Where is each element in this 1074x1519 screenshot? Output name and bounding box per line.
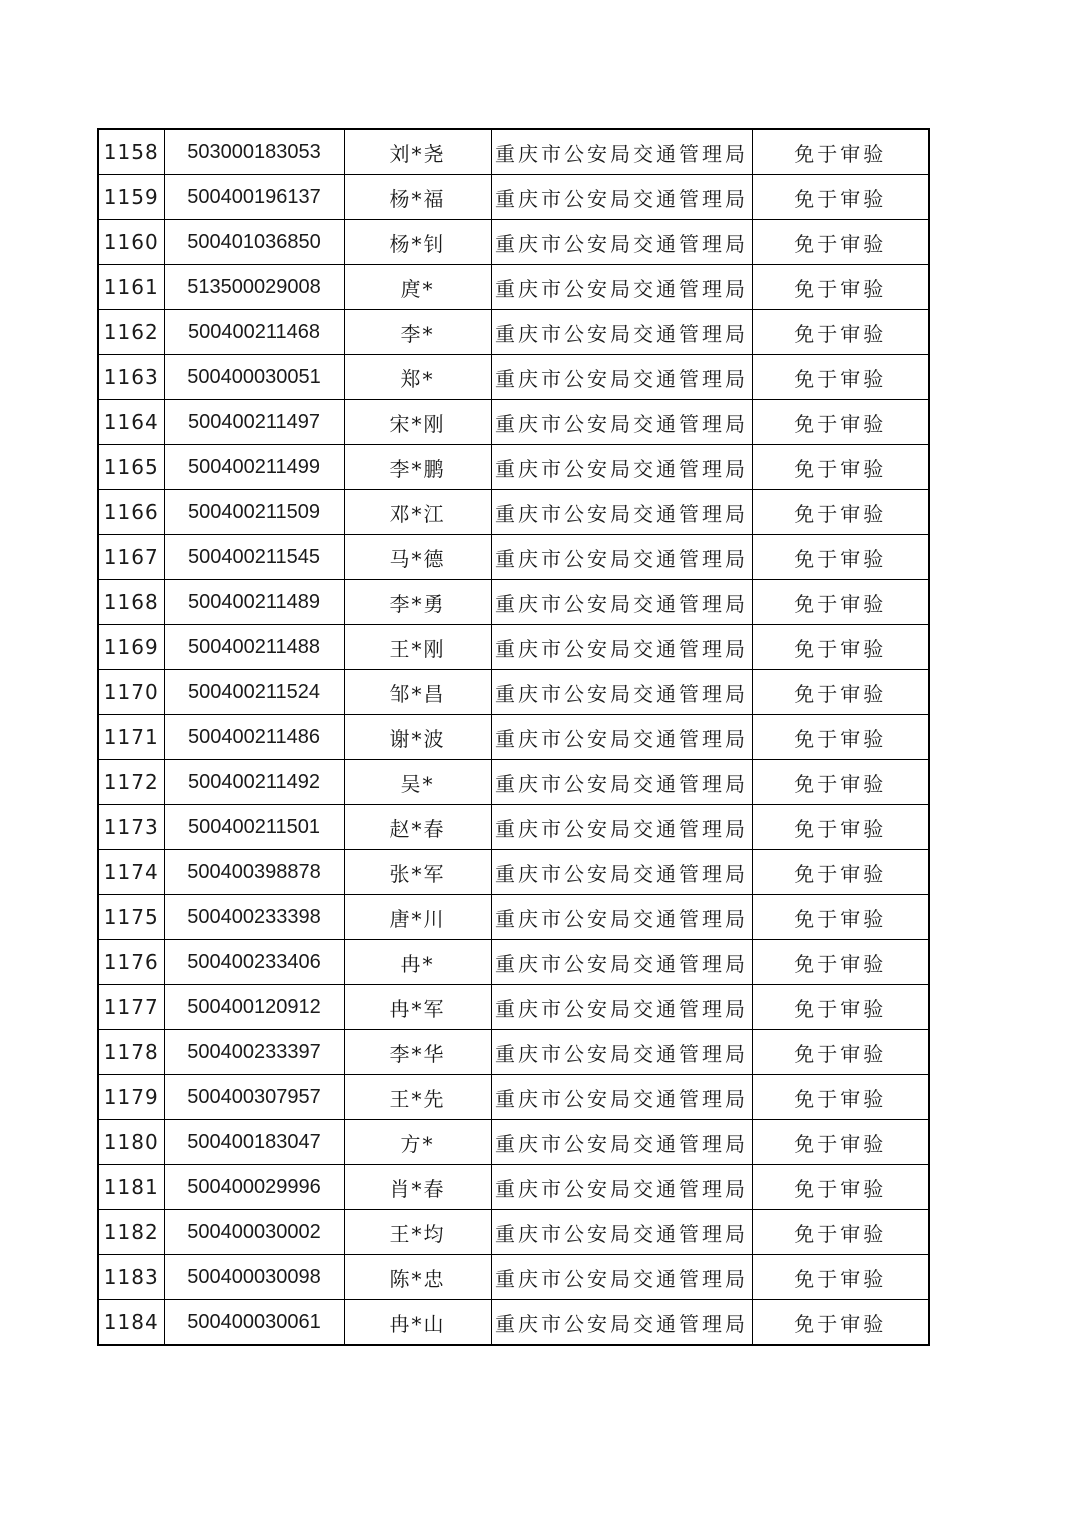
cell-person-name: 张*军	[344, 850, 491, 895]
cell-sequence-number: 1171	[98, 715, 164, 760]
table-row	[98, 625, 929, 670]
cell-sequence-number: 1181	[98, 1165, 164, 1210]
table-row	[98, 490, 929, 535]
cell-certificate-number: 500400029996	[164, 1165, 344, 1210]
table-row	[98, 445, 929, 490]
table-row	[98, 400, 929, 445]
table-row	[98, 1030, 929, 1075]
cell-review-result: 免于审验	[752, 760, 929, 805]
cell-person-name: 陈*忠	[344, 1255, 491, 1300]
cell-issuing-authority: 重庆市公安局交通管理局	[491, 1210, 752, 1255]
cell-person-name: 赵*春	[344, 805, 491, 850]
cell-certificate-number: 500400211524	[164, 670, 344, 715]
cell-person-name: 庹*	[344, 265, 491, 310]
cell-review-result: 免于审验	[752, 175, 929, 220]
cell-review-result: 免于审验	[752, 850, 929, 895]
cell-review-result: 免于审验	[752, 535, 929, 580]
cell-person-name: 王*先	[344, 1075, 491, 1120]
cell-person-name: 冉*	[344, 940, 491, 985]
cell-issuing-authority: 重庆市公安局交通管理局	[491, 1300, 752, 1346]
cell-sequence-number: 1176	[98, 940, 164, 985]
table-row	[98, 715, 929, 760]
cell-person-name: 宋*刚	[344, 400, 491, 445]
cell-review-result: 免于审验	[752, 220, 929, 265]
cell-person-name: 李*华	[344, 1030, 491, 1075]
cell-person-name: 李*勇	[344, 580, 491, 625]
cell-sequence-number: 1178	[98, 1030, 164, 1075]
cell-sequence-number: 1175	[98, 895, 164, 940]
cell-certificate-number: 503000183053	[164, 129, 344, 175]
cell-person-name: 刘*尧	[344, 129, 491, 175]
table-row	[98, 265, 929, 310]
roster-table	[97, 128, 930, 1346]
cell-person-name: 方*	[344, 1120, 491, 1165]
cell-person-name: 邓*江	[344, 490, 491, 535]
cell-review-result: 免于审验	[752, 670, 929, 715]
table-row	[98, 670, 929, 715]
cell-certificate-number: 500400211501	[164, 805, 344, 850]
cell-certificate-number: 500400211492	[164, 760, 344, 805]
cell-person-name: 李*鹏	[344, 445, 491, 490]
table-row	[98, 940, 929, 985]
cell-review-result: 免于审验	[752, 1300, 929, 1346]
cell-review-result: 免于审验	[752, 1120, 929, 1165]
cell-issuing-authority: 重庆市公安局交通管理局	[491, 895, 752, 940]
cell-sequence-number: 1165	[98, 445, 164, 490]
cell-review-result: 免于审验	[752, 1030, 929, 1075]
cell-sequence-number: 1167	[98, 535, 164, 580]
cell-person-name: 王*均	[344, 1210, 491, 1255]
cell-review-result: 免于审验	[752, 1255, 929, 1300]
table-row	[98, 760, 929, 805]
cell-certificate-number: 500400211509	[164, 490, 344, 535]
cell-sequence-number: 1162	[98, 310, 164, 355]
cell-review-result: 免于审验	[752, 940, 929, 985]
cell-issuing-authority: 重庆市公安局交通管理局	[491, 1030, 752, 1075]
cell-review-result: 免于审验	[752, 580, 929, 625]
cell-sequence-number: 1169	[98, 625, 164, 670]
table-row	[98, 220, 929, 265]
table-row	[98, 355, 929, 400]
cell-certificate-number: 500400211468	[164, 310, 344, 355]
cell-certificate-number: 500400398878	[164, 850, 344, 895]
cell-issuing-authority: 重庆市公安局交通管理局	[491, 175, 752, 220]
cell-sequence-number: 1170	[98, 670, 164, 715]
cell-issuing-authority: 重庆市公安局交通管理局	[491, 490, 752, 535]
cell-certificate-number: 500400030051	[164, 355, 344, 400]
cell-issuing-authority: 重庆市公安局交通管理局	[491, 1165, 752, 1210]
cell-review-result: 免于审验	[752, 490, 929, 535]
cell-certificate-number: 500400211499	[164, 445, 344, 490]
cell-person-name: 邹*昌	[344, 670, 491, 715]
cell-person-name: 马*德	[344, 535, 491, 580]
cell-certificate-number: 500400196137	[164, 175, 344, 220]
cell-certificate-number: 500401036850	[164, 220, 344, 265]
cell-sequence-number: 1184	[98, 1300, 164, 1346]
cell-issuing-authority: 重庆市公安局交通管理局	[491, 940, 752, 985]
cell-review-result: 免于审验	[752, 1165, 929, 1210]
cell-person-name: 冉*军	[344, 985, 491, 1030]
cell-issuing-authority: 重庆市公安局交通管理局	[491, 129, 752, 175]
cell-issuing-authority: 重庆市公安局交通管理局	[491, 220, 752, 265]
table-row	[98, 1120, 929, 1165]
cell-certificate-number: 513500029008	[164, 265, 344, 310]
cell-person-name: 王*刚	[344, 625, 491, 670]
cell-issuing-authority: 重庆市公安局交通管理局	[491, 535, 752, 580]
cell-sequence-number: 1174	[98, 850, 164, 895]
cell-issuing-authority: 重庆市公安局交通管理局	[491, 400, 752, 445]
cell-certificate-number: 500400030002	[164, 1210, 344, 1255]
cell-issuing-authority: 重庆市公安局交通管理局	[491, 1255, 752, 1300]
cell-sequence-number: 1179	[98, 1075, 164, 1120]
cell-certificate-number: 500400211545	[164, 535, 344, 580]
table-row	[98, 1075, 929, 1120]
cell-issuing-authority: 重庆市公安局交通管理局	[491, 625, 752, 670]
cell-review-result: 免于审验	[752, 355, 929, 400]
cell-sequence-number: 1159	[98, 175, 164, 220]
cell-review-result: 免于审验	[752, 445, 929, 490]
cell-sequence-number: 1183	[98, 1255, 164, 1300]
table-row	[98, 805, 929, 850]
cell-person-name: 李*	[344, 310, 491, 355]
cell-certificate-number: 500400030098	[164, 1255, 344, 1300]
cell-person-name: 唐*川	[344, 895, 491, 940]
cell-review-result: 免于审验	[752, 400, 929, 445]
cell-review-result: 免于审验	[752, 1075, 929, 1120]
table-row	[98, 580, 929, 625]
cell-sequence-number: 1161	[98, 265, 164, 310]
cell-issuing-authority: 重庆市公安局交通管理局	[491, 760, 752, 805]
roster-table-body	[98, 129, 929, 1345]
cell-sequence-number: 1173	[98, 805, 164, 850]
cell-issuing-authority: 重庆市公安局交通管理局	[491, 355, 752, 400]
cell-certificate-number: 500400233406	[164, 940, 344, 985]
table-row	[98, 175, 929, 220]
cell-issuing-authority: 重庆市公安局交通管理局	[491, 1075, 752, 1120]
cell-certificate-number: 500400120912	[164, 985, 344, 1030]
cell-sequence-number: 1177	[98, 985, 164, 1030]
cell-issuing-authority: 重庆市公安局交通管理局	[491, 985, 752, 1030]
table-row	[98, 1300, 929, 1346]
cell-sequence-number: 1180	[98, 1120, 164, 1165]
cell-person-name: 杨*钊	[344, 220, 491, 265]
cell-issuing-authority: 重庆市公安局交通管理局	[491, 580, 752, 625]
cell-sequence-number: 1163	[98, 355, 164, 400]
cell-certificate-number: 500400307957	[164, 1075, 344, 1120]
cell-certificate-number: 500400030061	[164, 1300, 344, 1346]
cell-certificate-number: 500400233397	[164, 1030, 344, 1075]
cell-sequence-number: 1164	[98, 400, 164, 445]
table-row	[98, 310, 929, 355]
cell-issuing-authority: 重庆市公安局交通管理局	[491, 715, 752, 760]
cell-certificate-number: 500400211486	[164, 715, 344, 760]
cell-certificate-number: 500400211489	[164, 580, 344, 625]
cell-person-name: 杨*福	[344, 175, 491, 220]
table-row	[98, 895, 929, 940]
cell-sequence-number: 1160	[98, 220, 164, 265]
cell-certificate-number: 500400211497	[164, 400, 344, 445]
table-row	[98, 1165, 929, 1210]
cell-certificate-number: 500400233398	[164, 895, 344, 940]
cell-review-result: 免于审验	[752, 1210, 929, 1255]
cell-issuing-authority: 重庆市公安局交通管理局	[491, 310, 752, 355]
cell-certificate-number: 500400211488	[164, 625, 344, 670]
cell-sequence-number: 1168	[98, 580, 164, 625]
cell-person-name: 郑*	[344, 355, 491, 400]
table-row	[98, 1255, 929, 1300]
cell-person-name: 冉*山	[344, 1300, 491, 1346]
cell-review-result: 免于审验	[752, 985, 929, 1030]
cell-sequence-number: 1158	[98, 129, 164, 175]
cell-sequence-number: 1166	[98, 490, 164, 535]
cell-review-result: 免于审验	[752, 805, 929, 850]
table-row	[98, 985, 929, 1030]
cell-issuing-authority: 重庆市公安局交通管理局	[491, 805, 752, 850]
cell-issuing-authority: 重庆市公安局交通管理局	[491, 850, 752, 895]
cell-person-name: 谢*波	[344, 715, 491, 760]
cell-review-result: 免于审验	[752, 625, 929, 670]
cell-issuing-authority: 重庆市公安局交通管理局	[491, 670, 752, 715]
cell-review-result: 免于审验	[752, 265, 929, 310]
table-row	[98, 1210, 929, 1255]
cell-review-result: 免于审验	[752, 715, 929, 760]
cell-issuing-authority: 重庆市公安局交通管理局	[491, 265, 752, 310]
table-row	[98, 129, 929, 175]
table-row	[98, 535, 929, 580]
cell-review-result: 免于审验	[752, 895, 929, 940]
cell-issuing-authority: 重庆市公安局交通管理局	[491, 1120, 752, 1165]
cell-person-name: 吴*	[344, 760, 491, 805]
cell-sequence-number: 1172	[98, 760, 164, 805]
cell-sequence-number: 1182	[98, 1210, 164, 1255]
cell-person-name: 肖*春	[344, 1165, 491, 1210]
cell-issuing-authority: 重庆市公安局交通管理局	[491, 445, 752, 490]
cell-review-result: 免于审验	[752, 129, 929, 175]
cell-review-result: 免于审验	[752, 310, 929, 355]
cell-certificate-number: 500400183047	[164, 1120, 344, 1165]
table-row	[98, 850, 929, 895]
